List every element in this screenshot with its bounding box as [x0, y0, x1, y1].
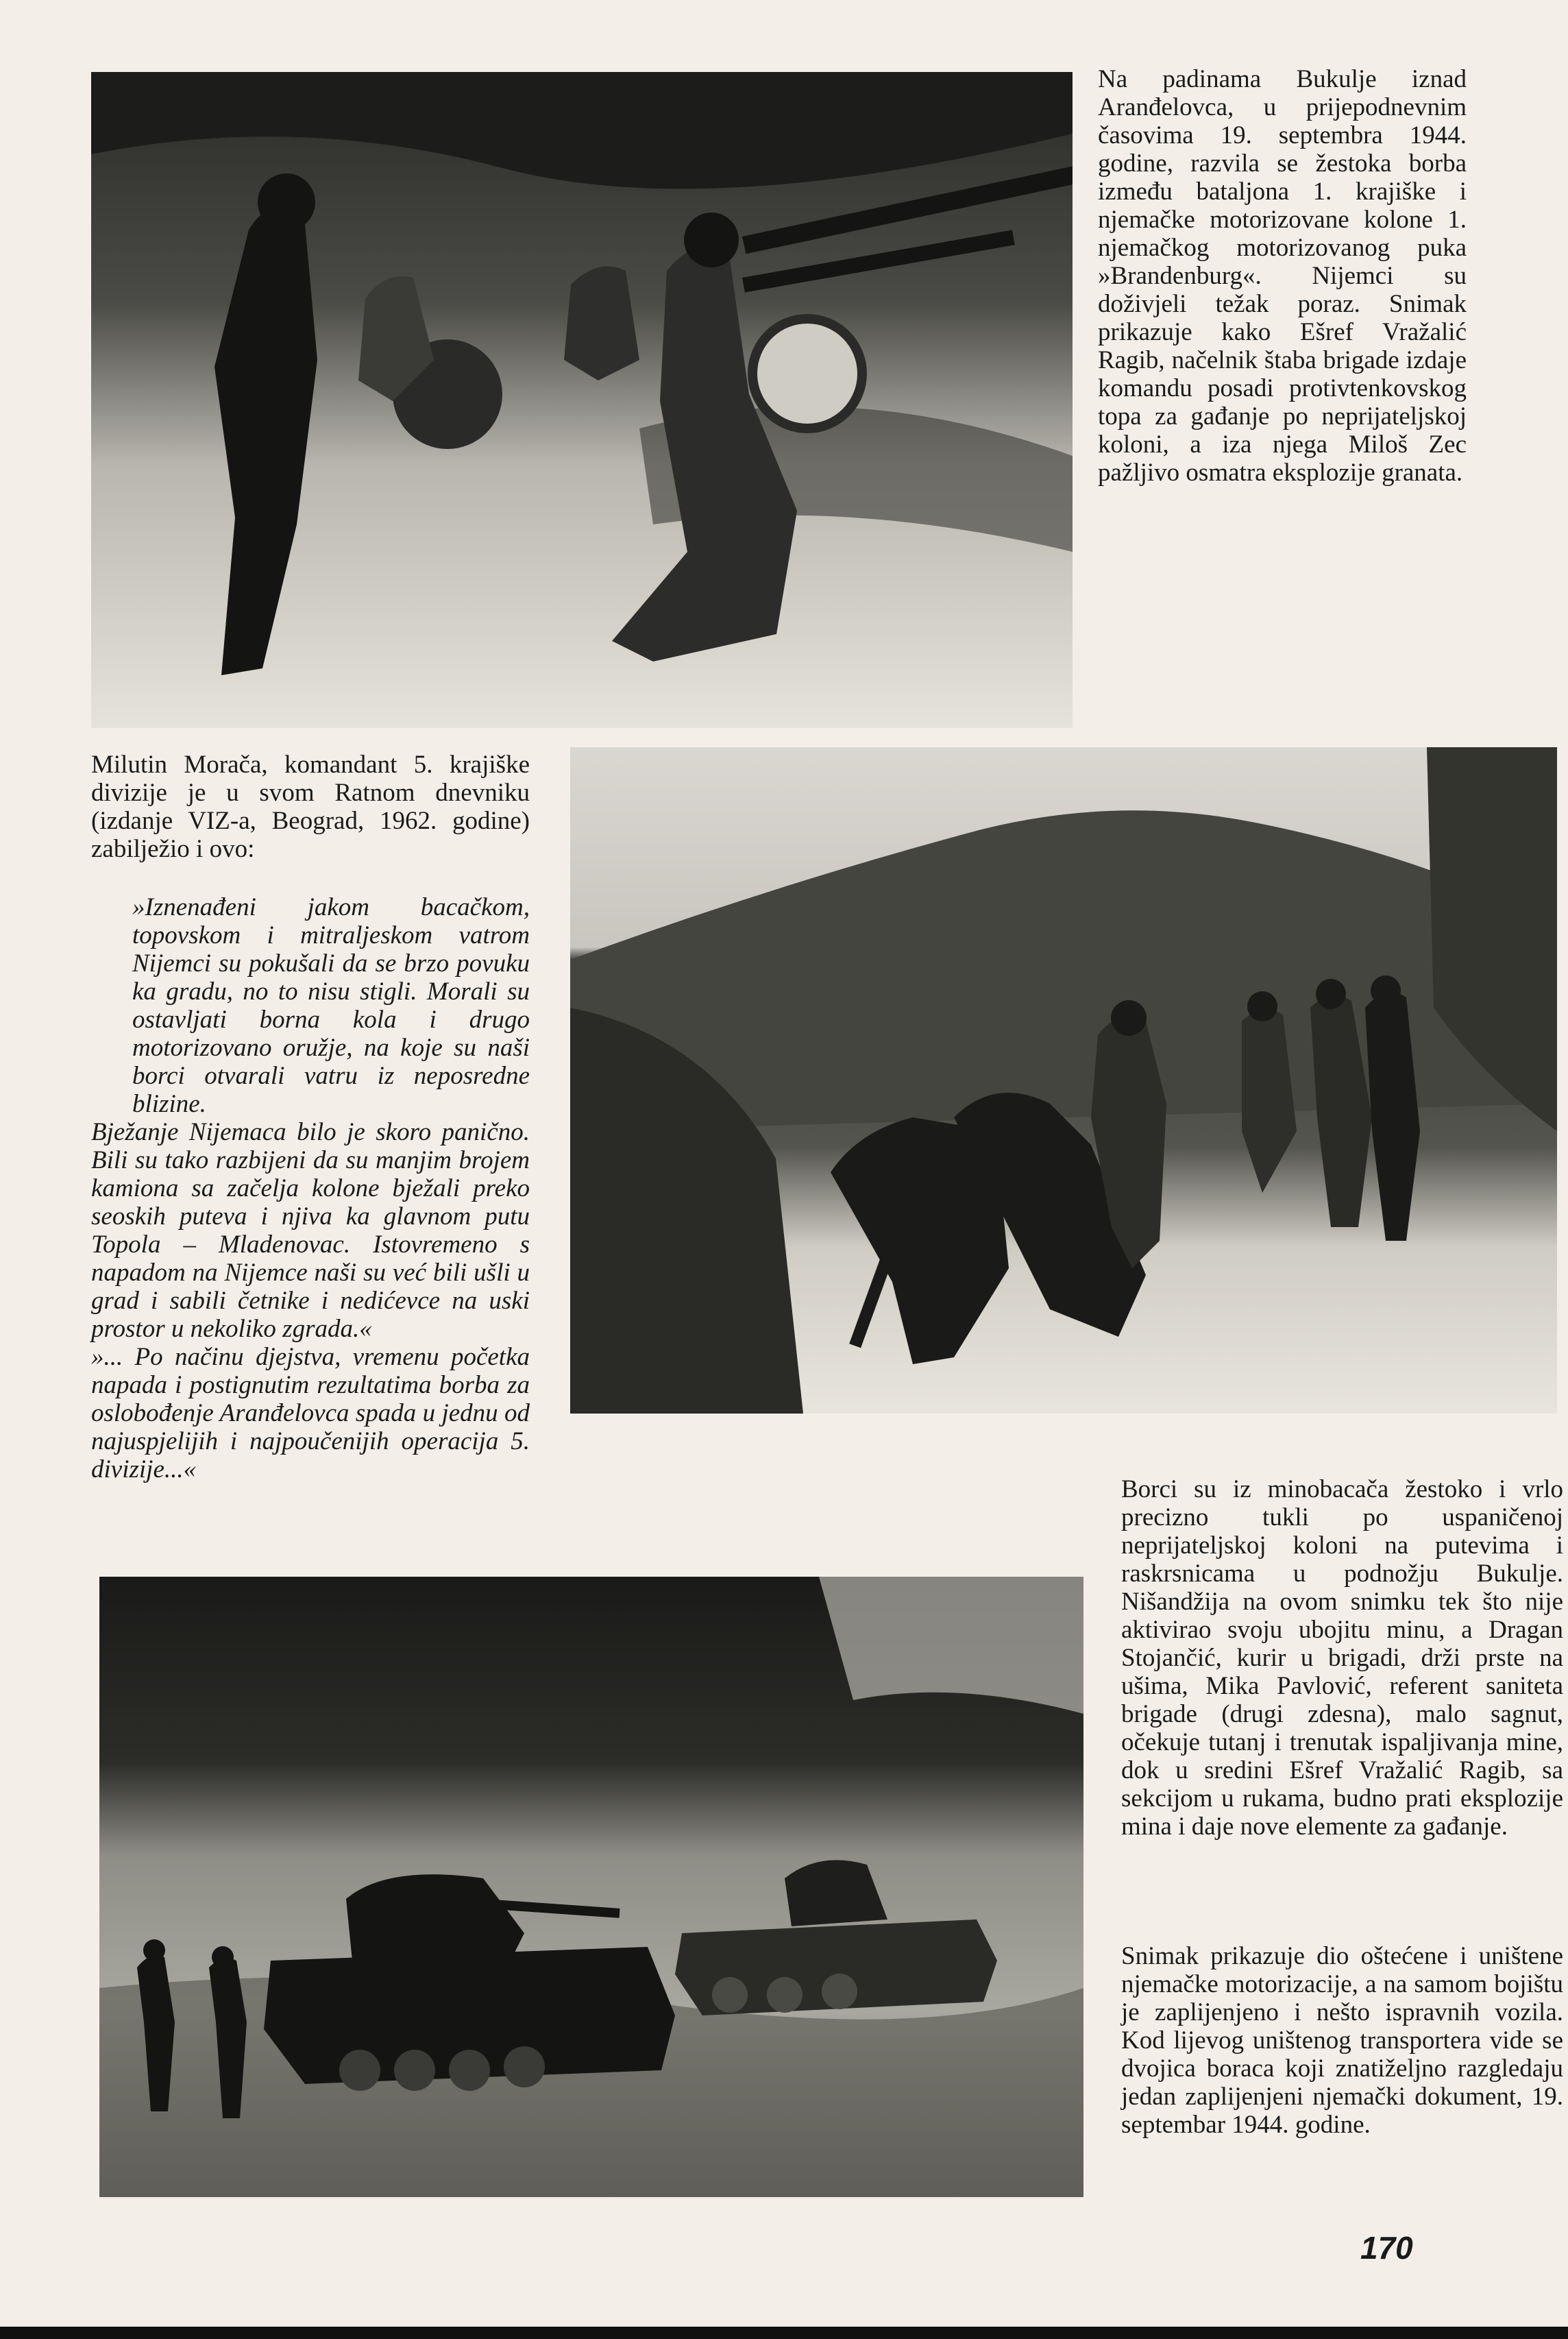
quote-paragraph-2: Bježanje Nijemaca bilo je skoro panično. Bili su tako razbijeni da su manjim brojem kamiona sa začelja kolone bježali preko seoskih puteva i njiva ka glavnom putu Topola – Mladenovac. Istovremeno s napadom na Nijemce naši su već bili ušli u grad i sabili četnike i nedićevce na uski prostor u nekoliko zgrada.« — [91, 1118, 530, 1343]
quote-paragraph-3: »... Po načinu djejstva, vremenu početka napada i postignutim rezultatima borba za oslobođenje Aranđelovca spada u jednu od najuspjelijih i najpoučenijih operacija 5. divizije...« — [91, 1343, 530, 1483]
page-number: 170 — [1360, 2230, 1413, 2266]
caption-destroyed-vehicles: Snimak prikazuje dio oštećene i uništene njemačke motorizacije, a na samom bojištu je zaplijenjeno i nešto ispravnih vozila. Kod lijevog uništenog transportera vide se dvojica boraca koji znatiželjno razgledaju jedan zaplijenjeni njemački dokument, 19. septembar 1944. godine. — [1121, 1942, 1563, 2139]
photo-antitank-gun-crew — [91, 72, 1073, 728]
caption-antitank-gun: Na padinama Bukulje iznad Aranđelovca, u prijepodnevnim časovima 19. septembra 1944. godine, razvila se žestoka borba između bataljona 1. krajiške i njemačke motorizovane kolone 1. njemačkog motorizovanog puka »Brandenburg«. Nijemci su doživjeli težak poraz. Snimak prikazuje kako Ešref Vražalić Ragib, načelnik štaba brigade izdaje komandu posadi protivtenkovskog topa za gađanje po neprijateljskoj koloni, a iza njega Miloš Zec pažljivo osmatra eksplozije granata. — [1098, 65, 1467, 487]
quote-paragraph-1: »Iznenađeni jakom bacačkom, topovskom i mitraljeskom vatrom Nijemci su pokušali da se brzo povuku ka gradu, no to nisu stigli. Morali su ostavljati borna kola i drugo motorizovano oružje, na koje su naši borci otvarali vatru iz neposredne blizine. — [132, 893, 530, 1118]
photo-mortar-crew — [570, 747, 1557, 1414]
caption-morača-intro: Milutin Morača, komandant 5. krajiške divizije je u svom Ratnom dnevniku (izdanje VIZ-a, Beograd, 1962. godine) zabilježio i ovo: — [91, 751, 530, 863]
caption-mortar-crew: Borci su iz minobacača žestoko i vrlo precizno tukli po uspaničenoj neprijateljskoj koloni na putevima i raskrsnicama u podnožju Bukulje. Nišandžija na ovom snimku tek što nije aktivirao svoju ubojitu minu, a Dragan Stojančić, kurir u brigadi, drži prste na ušima, Mika Pavlović, referent saniteta brigade (drugi zdesna), malo sagnut, očekuje tutanj i trenutak ispaljivanja mine, dok u sredini Ešref Vražalić Ragib, sa sekcijom u rukama, budno prati eksplozije mina i daje nove elemente za gađanje. — [1121, 1475, 1563, 1841]
left-text-block — [91, 751, 530, 1483]
page-bottom-edge — [0, 2327, 1568, 2339]
photo-destroyed-vehicles — [99, 1577, 1083, 2197]
